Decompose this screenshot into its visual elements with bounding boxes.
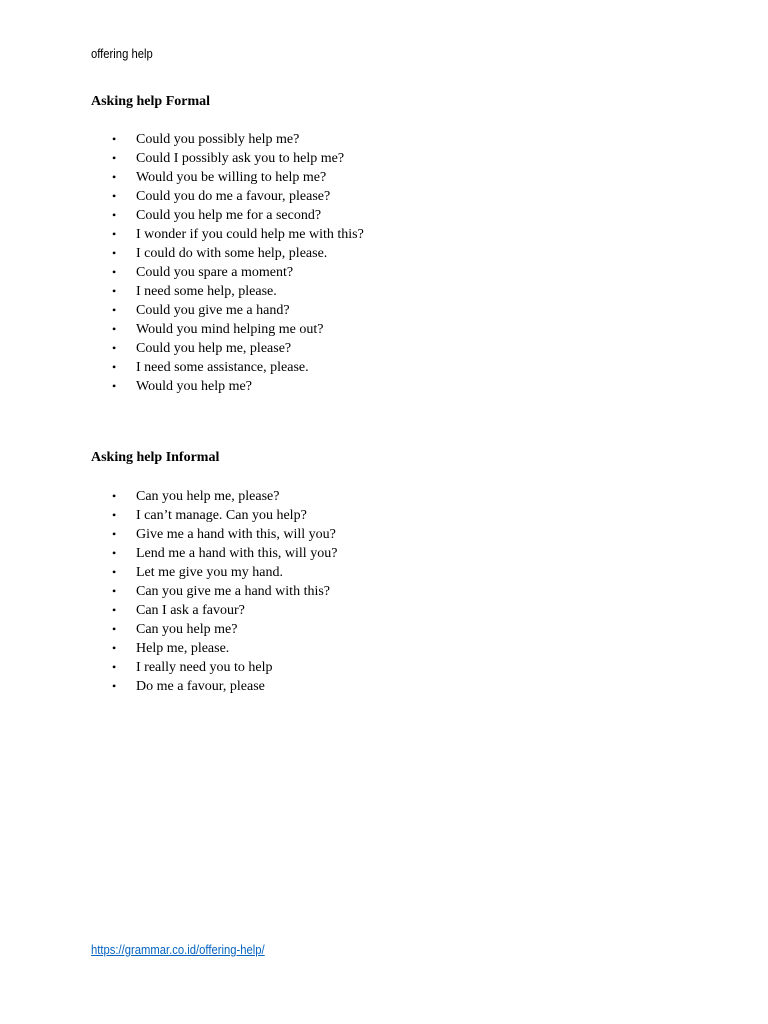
list-item <box>112 487 337 506</box>
document-title: offering help <box>91 47 153 61</box>
list-item-text: Do me a favour, please <box>136 679 265 694</box>
list-item <box>112 677 337 696</box>
list-item <box>112 658 337 677</box>
source-link[interactable]: https://grammar.co.id/offering-help/ <box>91 943 265 957</box>
bullet-icon: • <box>112 622 117 636</box>
list-item-text: I really need you to help <box>136 660 273 675</box>
list-item <box>112 506 337 525</box>
bullet-icon: • <box>112 489 117 503</box>
list-item <box>112 301 364 320</box>
list-item-text: I could do with some help, please. <box>136 246 328 261</box>
bullet-icon: • <box>112 641 117 655</box>
bullet-icon: • <box>112 679 117 693</box>
list-item <box>112 149 364 168</box>
list-item <box>112 620 337 639</box>
list-item-text: Let me give you my hand. <box>136 565 283 580</box>
bullet-icon: • <box>112 208 117 222</box>
list-item <box>112 187 364 206</box>
list-item-text: Can I ask a favour? <box>136 603 245 618</box>
list-item-text: Can you give me a hand with this? <box>136 584 331 599</box>
list-item <box>112 544 337 563</box>
bullet-icon: • <box>112 303 117 317</box>
bullet-icon: • <box>112 170 117 184</box>
list-item-text: Could you spare a moment? <box>136 265 294 280</box>
informal-phrase-list <box>112 487 337 696</box>
list-item <box>112 601 337 620</box>
bullet-icon: • <box>112 584 117 598</box>
bullet-icon: • <box>112 189 117 203</box>
list-item <box>112 525 337 544</box>
bullet-icon: • <box>112 246 117 260</box>
bullet-icon: • <box>112 527 117 541</box>
list-item <box>112 358 364 377</box>
list-item <box>112 563 337 582</box>
bullet-icon: • <box>112 284 117 298</box>
list-item <box>112 206 364 225</box>
list-item-text: Could you possibly help me? <box>136 132 300 147</box>
bullet-icon: • <box>112 379 117 393</box>
bullet-icon: • <box>112 660 117 674</box>
list-item <box>112 225 364 244</box>
list-item-text: Could you help me, please? <box>136 341 292 356</box>
list-item <box>112 168 364 187</box>
list-item-text: I need some assistance, please. <box>136 360 309 375</box>
list-item-text: Could you help me for a second? <box>136 208 322 223</box>
bullet-icon: • <box>112 151 117 165</box>
list-item-text: Can you help me, please? <box>136 489 280 504</box>
bullet-icon: • <box>112 322 117 336</box>
list-item-text: Could you give me a hand? <box>136 303 290 318</box>
list-item-text: Help me, please. <box>136 641 230 656</box>
section-heading-formal: Asking help Formal <box>91 94 211 109</box>
bullet-icon: • <box>112 508 117 522</box>
list-item-text: I wonder if you could help me with this? <box>136 227 364 242</box>
list-item <box>112 582 337 601</box>
bullet-icon: • <box>112 265 117 279</box>
bullet-icon: • <box>112 565 117 579</box>
list-item <box>112 282 364 301</box>
list-item <box>112 130 364 149</box>
bullet-icon: • <box>112 546 117 560</box>
list-item <box>112 320 364 339</box>
formal-phrase-list <box>112 130 364 396</box>
list-item <box>112 639 337 658</box>
list-item-text: Would you mind helping me out? <box>136 322 324 337</box>
list-item-text: Would you help me? <box>136 379 252 394</box>
list-item <box>112 244 364 263</box>
bullet-icon: • <box>112 132 117 146</box>
list-item-text: Give me a hand with this, will you? <box>136 527 336 542</box>
list-item-text: Could you do me a favour, please? <box>136 189 331 204</box>
section-heading-informal: Asking help Informal <box>91 450 220 465</box>
list-item-text: Would you be willing to help me? <box>136 170 327 185</box>
bullet-icon: • <box>112 341 117 355</box>
list-item <box>112 377 364 396</box>
list-item-text: Can you help me? <box>136 622 238 637</box>
list-item <box>112 339 364 358</box>
list-item-text: I can’t manage. Can you help? <box>136 508 307 523</box>
list-item <box>112 263 364 282</box>
bullet-icon: • <box>112 360 117 374</box>
list-item-text: Lend me a hand with this, will you? <box>136 546 338 561</box>
list-item-text: I need some help, please. <box>136 284 277 299</box>
list-item-text: Could I possibly ask you to help me? <box>136 151 345 166</box>
bullet-icon: • <box>112 603 117 617</box>
bullet-icon: • <box>112 227 117 241</box>
